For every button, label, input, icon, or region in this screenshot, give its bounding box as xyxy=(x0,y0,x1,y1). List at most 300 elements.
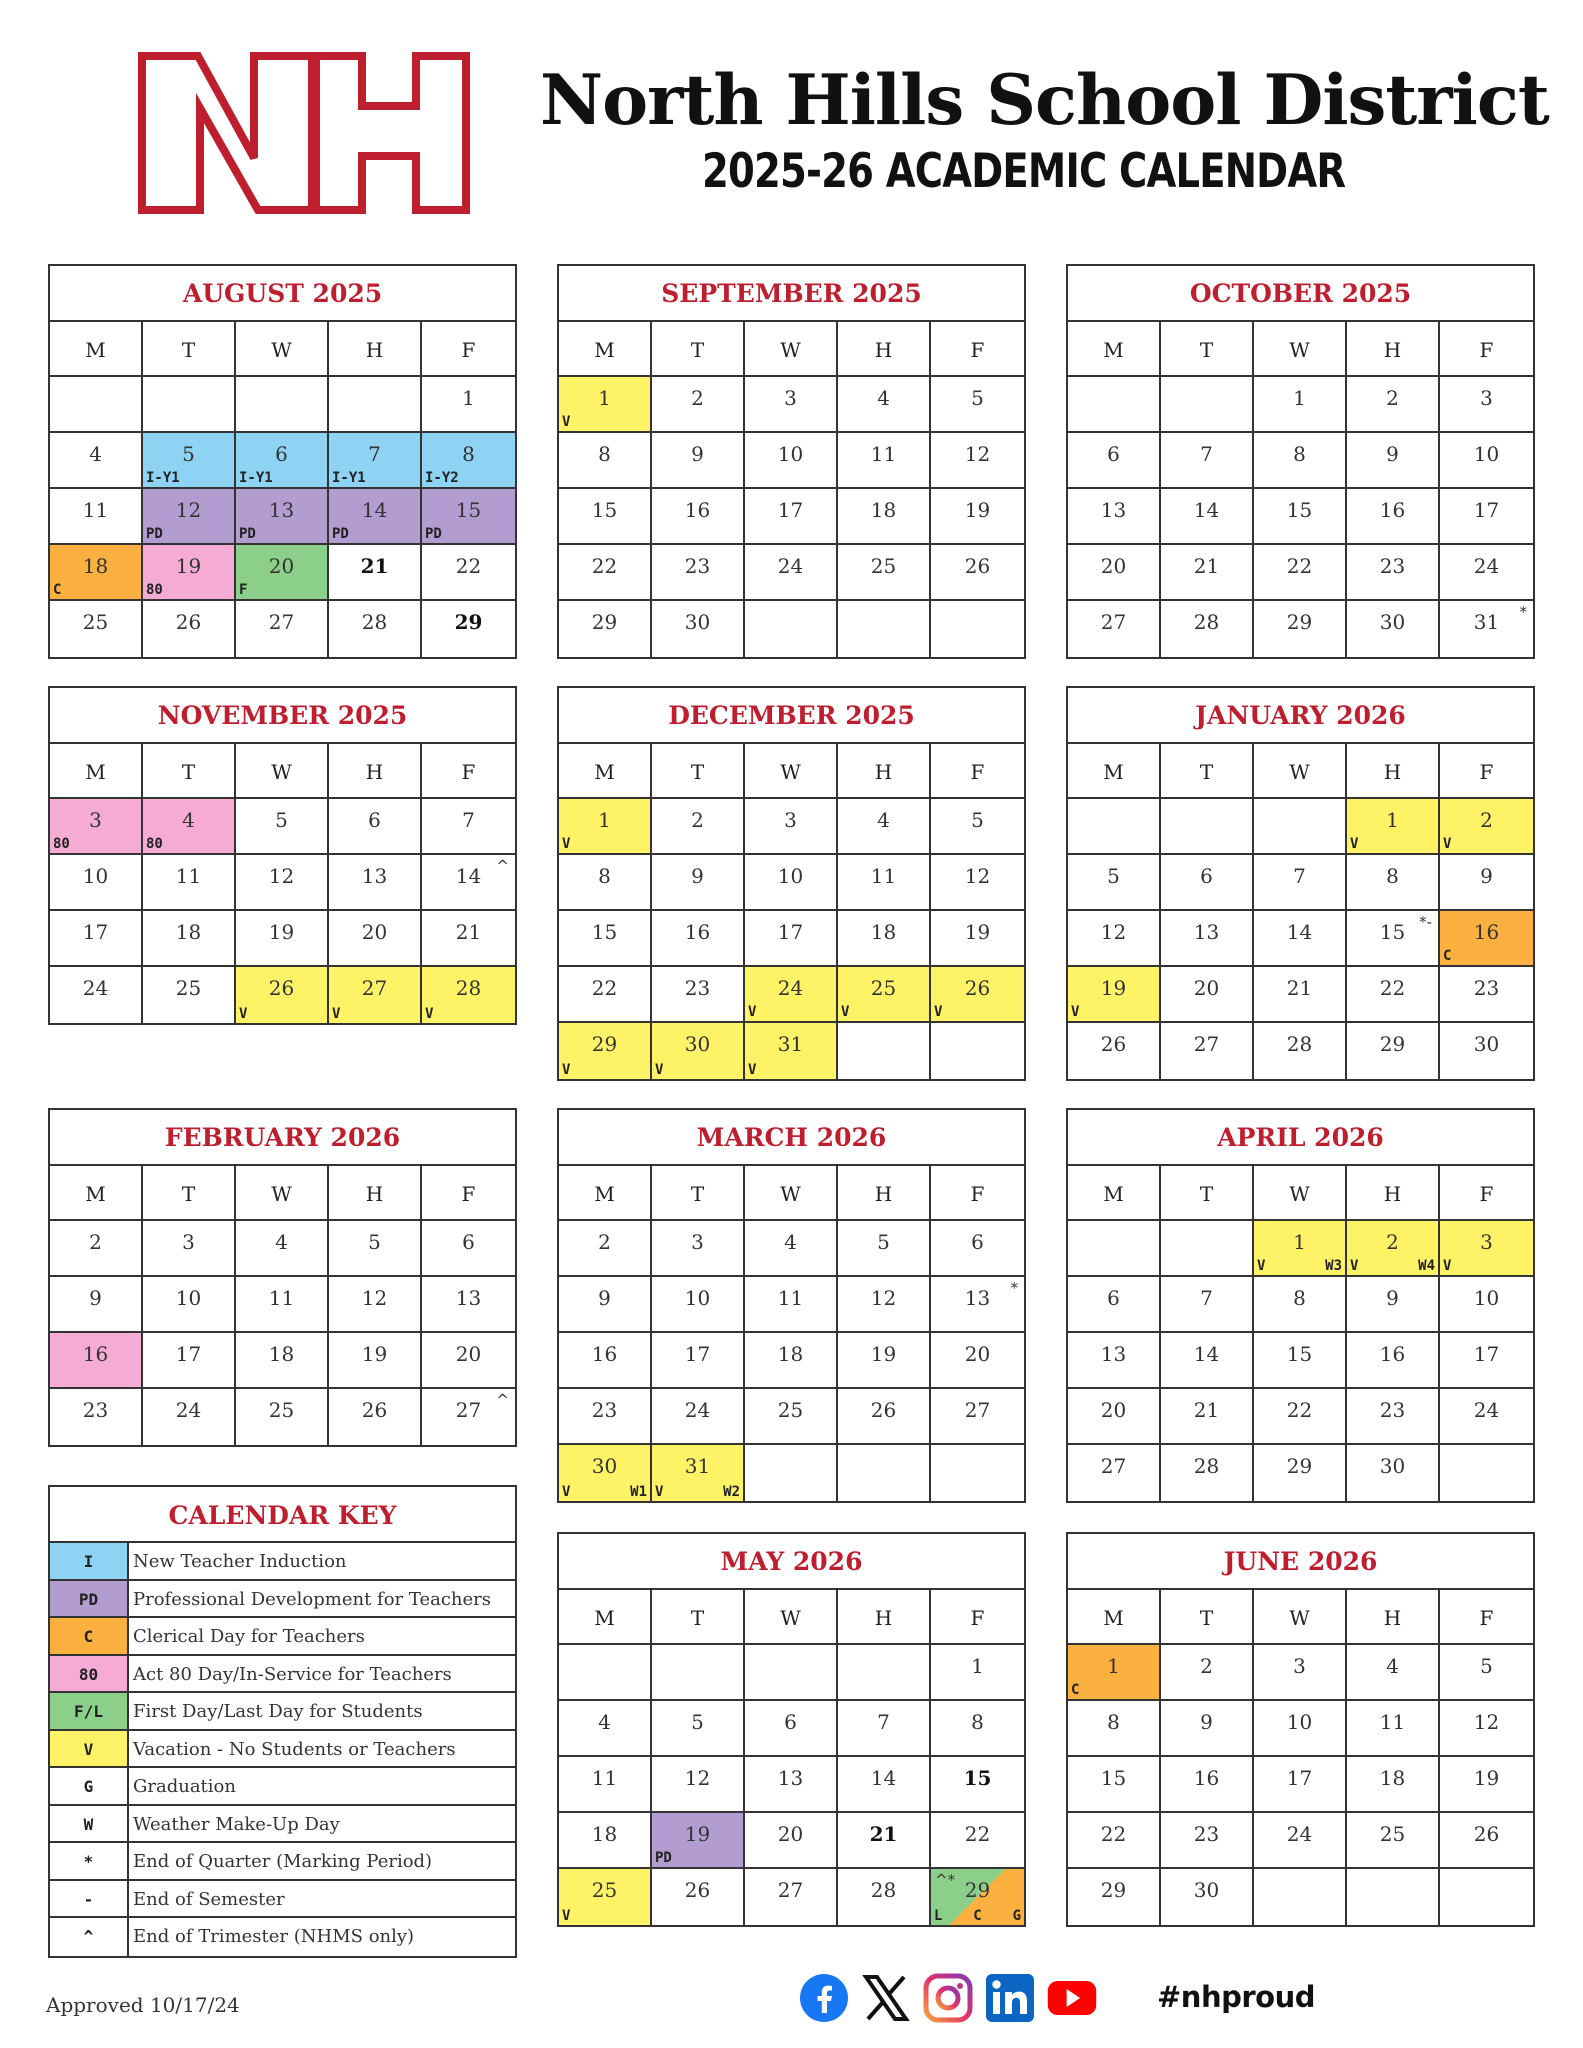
day-code-left: I-Y1 xyxy=(146,470,180,486)
day-cell xyxy=(1254,489,1347,545)
weekday-header: M xyxy=(559,1166,652,1221)
weekday-header: H xyxy=(1347,322,1440,377)
day-cell xyxy=(1440,1757,1533,1813)
day-number: 20 xyxy=(361,920,388,944)
weekday-header: T xyxy=(652,322,745,377)
day-cell xyxy=(422,799,515,855)
day-cell xyxy=(1347,1277,1440,1333)
day-number: 9 xyxy=(598,1286,611,1310)
day-number: 13 xyxy=(1100,498,1127,522)
day-cell xyxy=(652,1445,745,1501)
day-code-left: V xyxy=(562,1062,571,1078)
empty-day-cell xyxy=(1440,1445,1533,1501)
day-number: 17 xyxy=(1286,1766,1313,1790)
day-cell xyxy=(1068,1645,1161,1701)
day-number: 7 xyxy=(1200,1286,1213,1310)
day-cell xyxy=(745,799,838,855)
day-number: 15 xyxy=(1100,1766,1127,1790)
empty-day-cell xyxy=(50,377,143,433)
weekday-header: W xyxy=(236,744,329,799)
day-cell xyxy=(329,433,422,489)
calendar-key-rows xyxy=(50,1543,515,1956)
day-number: 6 xyxy=(368,808,381,832)
day-cell xyxy=(1347,1445,1440,1501)
youtube-icon[interactable] xyxy=(1046,1972,1098,2024)
day-number: 24 xyxy=(82,976,109,1000)
key-description: End of Trimester (NHMS only) xyxy=(133,1926,415,1947)
day-number: 28 xyxy=(1193,610,1220,634)
day-cell xyxy=(1068,1813,1161,1869)
day-number: 26 xyxy=(684,1878,711,1902)
day-number: 9 xyxy=(691,442,704,466)
day-cell xyxy=(143,601,236,657)
day-number: 12 xyxy=(1473,1710,1500,1734)
weekday-header: W xyxy=(236,322,329,377)
day-number: 7 xyxy=(1200,442,1213,466)
day-number: 22 xyxy=(1286,1398,1313,1422)
key-row xyxy=(50,1656,515,1694)
day-number: 13 xyxy=(777,1766,804,1790)
day-cell xyxy=(1161,433,1254,489)
day-cell xyxy=(50,1221,143,1277)
weekday-header: T xyxy=(143,1166,236,1221)
day-number: 25 xyxy=(870,976,897,1000)
day-cell xyxy=(50,545,143,601)
key-description: Weather Make-Up Day xyxy=(133,1813,340,1835)
day-number: 22 xyxy=(964,1822,991,1846)
day-cell xyxy=(236,489,329,545)
day-cell xyxy=(1068,601,1161,657)
day-cell xyxy=(931,1645,1024,1701)
day-number: 23 xyxy=(1379,554,1406,578)
weekday-header: H xyxy=(1347,1166,1440,1221)
day-cell xyxy=(931,1277,1024,1333)
empty-day-cell xyxy=(1254,1869,1347,1925)
day-number: 15 xyxy=(963,1766,992,1790)
day-number: 12 xyxy=(964,864,991,888)
day-code-left: V xyxy=(1443,836,1452,852)
key-code: W xyxy=(50,1806,129,1842)
day-number: 5 xyxy=(1107,864,1120,888)
day-cell xyxy=(1440,1813,1533,1869)
empty-day-cell xyxy=(838,1645,931,1701)
day-number: 26 xyxy=(175,610,202,634)
key-row xyxy=(50,1543,515,1581)
key-row xyxy=(50,1768,515,1806)
day-number: 17 xyxy=(684,1342,711,1366)
day-cell xyxy=(745,1869,838,1925)
approved-date: Approved 10/17/24 xyxy=(46,1993,240,2017)
day-number: 20 xyxy=(268,554,295,578)
day-number: 10 xyxy=(684,1286,711,1310)
key-description: Graduation xyxy=(133,1776,236,1797)
day-number: 9 xyxy=(1386,442,1399,466)
day-cell xyxy=(559,1221,652,1277)
day-number: 14 xyxy=(455,864,482,888)
day-cell xyxy=(143,855,236,911)
day-number: 2 xyxy=(691,808,704,832)
day-cell xyxy=(745,1813,838,1869)
day-cell xyxy=(652,377,745,433)
day-cell xyxy=(236,1333,329,1389)
weekday-header: M xyxy=(559,1590,652,1645)
day-cell xyxy=(745,545,838,601)
day-cell xyxy=(652,433,745,489)
day-number: 26 xyxy=(268,976,295,1000)
day-number: 27 xyxy=(1100,610,1127,634)
day-number: 28 xyxy=(870,1878,897,1902)
day-cell xyxy=(1440,911,1533,967)
day-cell xyxy=(1254,855,1347,911)
day-cell xyxy=(329,1333,422,1389)
day-number: 31 xyxy=(684,1454,711,1478)
day-cell xyxy=(50,911,143,967)
day-number: 30 xyxy=(591,1454,618,1478)
weekday-header: H xyxy=(838,1166,931,1221)
day-cell xyxy=(50,855,143,911)
day-number: 15 xyxy=(591,498,618,522)
day-number: 8 xyxy=(971,1710,984,1734)
weekday-header: H xyxy=(1347,1590,1440,1645)
empty-day-cell xyxy=(1068,377,1161,433)
month-calendar xyxy=(1066,686,1535,1081)
day-cell xyxy=(422,1277,515,1333)
day-cell xyxy=(838,1333,931,1389)
empty-day-cell xyxy=(1161,377,1254,433)
day-number: 10 xyxy=(777,864,804,888)
day-number: 14 xyxy=(870,1766,897,1790)
day-cell xyxy=(1161,1445,1254,1501)
empty-day-cell xyxy=(838,1023,931,1079)
key-row xyxy=(50,1618,515,1656)
day-number: 21 xyxy=(455,920,482,944)
day-cell xyxy=(1440,433,1533,489)
day-cell xyxy=(1440,1701,1533,1757)
key-code: V xyxy=(50,1731,129,1767)
day-code-left: PD xyxy=(239,526,256,542)
day-cell xyxy=(1347,1701,1440,1757)
day-number: 3 xyxy=(784,386,797,410)
day-code-right: G xyxy=(1012,1908,1021,1924)
day-cell xyxy=(1254,1757,1347,1813)
day-code-left: PD xyxy=(655,1850,672,1866)
district-name: North Hills School District xyxy=(540,60,1549,141)
day-number: 23 xyxy=(82,1398,109,1422)
calendar-key-title: CALENDAR KEY xyxy=(50,1487,515,1543)
day-code-left: V xyxy=(562,836,571,852)
day-number: 14 xyxy=(1193,498,1220,522)
day-cell xyxy=(1347,911,1440,967)
day-code-left: I-Y1 xyxy=(239,470,273,486)
day-number: 26 xyxy=(964,976,991,1000)
day-cell xyxy=(236,601,329,657)
day-cell xyxy=(1254,967,1347,1023)
facebook-icon[interactable] xyxy=(798,1972,850,2024)
day-number: 31 xyxy=(1473,610,1500,634)
day-number: 2 xyxy=(1386,1230,1399,1254)
day-cell xyxy=(422,967,515,1023)
day-code-right: W3 xyxy=(1325,1258,1342,1274)
day-number: 1 xyxy=(1386,808,1399,832)
key-code: PD xyxy=(50,1581,129,1617)
day-number: 18 xyxy=(82,554,109,578)
weekday-header: W xyxy=(745,744,838,799)
day-number: 2 xyxy=(89,1230,102,1254)
day-cell xyxy=(838,1389,931,1445)
weekday-header: T xyxy=(652,1590,745,1645)
x-icon[interactable] xyxy=(860,1972,912,2024)
day-cell xyxy=(1440,601,1533,657)
day-cell xyxy=(329,1277,422,1333)
day-number: 2 xyxy=(1386,386,1399,410)
weekday-header: F xyxy=(1440,1590,1533,1645)
empty-day-cell xyxy=(838,1445,931,1501)
day-cell xyxy=(559,855,652,911)
month-calendar xyxy=(557,1532,1026,1927)
day-number: 25 xyxy=(1379,1822,1406,1846)
key-code: G xyxy=(50,1768,129,1804)
day-number: 8 xyxy=(1293,1286,1306,1310)
month-grid xyxy=(1068,1590,1533,1925)
day-number: 11 xyxy=(1379,1710,1406,1734)
weekday-header: F xyxy=(931,1166,1024,1221)
day-code-left: PD xyxy=(146,526,163,542)
key-code: C xyxy=(50,1618,129,1654)
day-cell xyxy=(745,377,838,433)
day-number: 21 xyxy=(1286,976,1313,1000)
day-cell xyxy=(931,1389,1024,1445)
month-title: JUNE 2026 xyxy=(1068,1534,1533,1590)
day-cell xyxy=(745,489,838,545)
day-cell xyxy=(1254,1701,1347,1757)
day-number: 11 xyxy=(82,498,109,522)
weekday-header: M xyxy=(559,744,652,799)
day-number: 22 xyxy=(591,554,618,578)
day-cell xyxy=(1161,1389,1254,1445)
weekday-header: T xyxy=(1161,744,1254,799)
day-cell xyxy=(1347,545,1440,601)
day-number: 9 xyxy=(1200,1710,1213,1734)
day-number: 27 xyxy=(268,610,295,634)
day-code-left: V xyxy=(934,1004,943,1020)
empty-day-cell xyxy=(652,1645,745,1701)
day-number: 4 xyxy=(877,386,890,410)
day-number: 13 xyxy=(455,1286,482,1310)
day-number: 10 xyxy=(175,1286,202,1310)
day-cell xyxy=(838,855,931,911)
day-number: 26 xyxy=(964,554,991,578)
day-number: 13 xyxy=(964,1286,991,1310)
day-number: 2 xyxy=(691,386,704,410)
day-cell xyxy=(652,489,745,545)
day-number: 7 xyxy=(877,1710,890,1734)
day-cell xyxy=(931,545,1024,601)
day-cell xyxy=(422,911,515,967)
day-number: 6 xyxy=(971,1230,984,1254)
day-cell xyxy=(1068,855,1161,911)
day-code-left: V xyxy=(562,1484,571,1500)
day-number: 25 xyxy=(82,610,109,634)
day-cell xyxy=(838,433,931,489)
key-code: I xyxy=(50,1543,129,1579)
day-cell xyxy=(1440,489,1533,545)
day-number: 12 xyxy=(175,498,202,522)
weekday-header: T xyxy=(652,1166,745,1221)
month-grid xyxy=(1068,322,1533,657)
weekday-header: W xyxy=(1254,744,1347,799)
day-cell xyxy=(422,601,515,657)
day-number: 30 xyxy=(1379,610,1406,634)
day-number: 27 xyxy=(1100,1454,1127,1478)
day-cell xyxy=(1161,1333,1254,1389)
day-number: 30 xyxy=(1379,1454,1406,1478)
day-cell xyxy=(1347,489,1440,545)
empty-day-cell xyxy=(931,1023,1024,1079)
day-number: 3 xyxy=(1480,1230,1493,1254)
weekday-header: H xyxy=(329,744,422,799)
instagram-icon[interactable] xyxy=(922,1972,974,2024)
day-cell xyxy=(143,1389,236,1445)
day-number: 30 xyxy=(684,1032,711,1056)
day-cell xyxy=(422,545,515,601)
day-cell xyxy=(1068,1445,1161,1501)
key-code: F/L xyxy=(50,1693,129,1729)
day-number: 29 xyxy=(964,1878,991,1902)
day-cell xyxy=(559,1445,652,1501)
day-code-left: V xyxy=(1443,1258,1452,1274)
day-code-left: 80 xyxy=(53,836,70,852)
day-number: 23 xyxy=(684,976,711,1000)
day-number: 20 xyxy=(777,1822,804,1846)
day-number: 18 xyxy=(870,920,897,944)
empty-day-cell xyxy=(1161,1221,1254,1277)
day-cell xyxy=(1254,1645,1347,1701)
day-cell xyxy=(652,855,745,911)
day-number: 11 xyxy=(591,1766,618,1790)
day-code-left: L xyxy=(934,1908,943,1924)
day-cell xyxy=(652,1757,745,1813)
weekday-header: T xyxy=(143,322,236,377)
day-code-left: V xyxy=(425,1006,434,1022)
day-number: 13 xyxy=(1100,1342,1127,1366)
day-cell xyxy=(1254,377,1347,433)
day-cell xyxy=(329,967,422,1023)
day-cell xyxy=(1161,1869,1254,1925)
day-cell xyxy=(652,1869,745,1925)
day-cell xyxy=(1440,545,1533,601)
day-number: 4 xyxy=(784,1230,797,1254)
day-cell xyxy=(236,1389,329,1445)
day-cell xyxy=(838,911,931,967)
day-number: 15 xyxy=(1379,920,1406,944)
day-cell xyxy=(1254,601,1347,657)
weekday-header: M xyxy=(559,322,652,377)
calendar-title: 2025-26 ACADEMIC CALENDAR xyxy=(702,144,1346,199)
day-cell xyxy=(1440,1221,1533,1277)
day-number: 19 xyxy=(268,920,295,944)
day-number: 3 xyxy=(691,1230,704,1254)
month-grid xyxy=(50,1166,515,1445)
day-cell xyxy=(1254,433,1347,489)
day-number: 22 xyxy=(1286,554,1313,578)
day-cell xyxy=(931,1757,1024,1813)
day-number: 26 xyxy=(870,1398,897,1422)
day-cell xyxy=(143,545,236,601)
day-number: 18 xyxy=(175,920,202,944)
day-cell xyxy=(1347,1645,1440,1701)
day-cell xyxy=(931,1333,1024,1389)
day-number: 10 xyxy=(1473,1286,1500,1310)
day-cell xyxy=(236,545,329,601)
month-title: FEBRUARY 2026 xyxy=(50,1110,515,1166)
day-cell xyxy=(236,799,329,855)
day-number: 10 xyxy=(1286,1710,1313,1734)
day-number: 14 xyxy=(361,498,388,522)
month-calendar xyxy=(48,1108,517,1447)
day-number: 2 xyxy=(1200,1654,1213,1678)
day-cell xyxy=(652,1221,745,1277)
day-number: 21 xyxy=(869,1822,898,1846)
day-cell xyxy=(50,1389,143,1445)
day-cell xyxy=(745,911,838,967)
empty-day-cell xyxy=(745,601,838,657)
month-calendar xyxy=(557,686,1026,1081)
day-cell xyxy=(559,1813,652,1869)
day-code-left: V xyxy=(841,1004,850,1020)
day-cell xyxy=(329,1389,422,1445)
empty-day-cell xyxy=(1068,1221,1161,1277)
hashtag: #nhproud xyxy=(1157,1980,1315,2014)
day-cell xyxy=(236,911,329,967)
day-code-center: C xyxy=(973,1908,982,1924)
day-cell xyxy=(1161,1701,1254,1757)
day-cell xyxy=(1161,967,1254,1023)
day-cell xyxy=(1347,1813,1440,1869)
day-cell xyxy=(1440,1645,1533,1701)
day-cell xyxy=(652,967,745,1023)
weekday-header: H xyxy=(1347,744,1440,799)
day-cell xyxy=(1347,1221,1440,1277)
day-cell xyxy=(931,377,1024,433)
day-number: 22 xyxy=(1100,1822,1127,1846)
weekday-header: W xyxy=(1254,1590,1347,1645)
weekday-header: H xyxy=(838,744,931,799)
day-cell xyxy=(143,967,236,1023)
day-cell xyxy=(652,1023,745,1079)
day-cell xyxy=(1347,433,1440,489)
day-cell xyxy=(1161,601,1254,657)
day-number: 6 xyxy=(1107,1286,1120,1310)
day-number: 12 xyxy=(361,1286,388,1310)
linkedin-icon[interactable] xyxy=(984,1972,1036,2024)
day-code-left: F xyxy=(239,582,248,598)
day-number: 20 xyxy=(1100,1398,1127,1422)
day-number: 22 xyxy=(455,554,482,578)
day-number: 27 xyxy=(361,976,388,1000)
empty-day-cell xyxy=(745,1645,838,1701)
day-cell xyxy=(838,377,931,433)
day-number: 1 xyxy=(1293,386,1306,410)
day-cell xyxy=(652,1813,745,1869)
key-row xyxy=(50,1843,515,1881)
period-marker: * xyxy=(1010,1279,1018,1297)
key-code: 80 xyxy=(50,1656,129,1692)
empty-day-cell xyxy=(745,1445,838,1501)
day-cell xyxy=(50,799,143,855)
day-number: 1 xyxy=(1107,1654,1120,1678)
day-number: 25 xyxy=(591,1878,618,1902)
day-number: 13 xyxy=(1193,920,1220,944)
